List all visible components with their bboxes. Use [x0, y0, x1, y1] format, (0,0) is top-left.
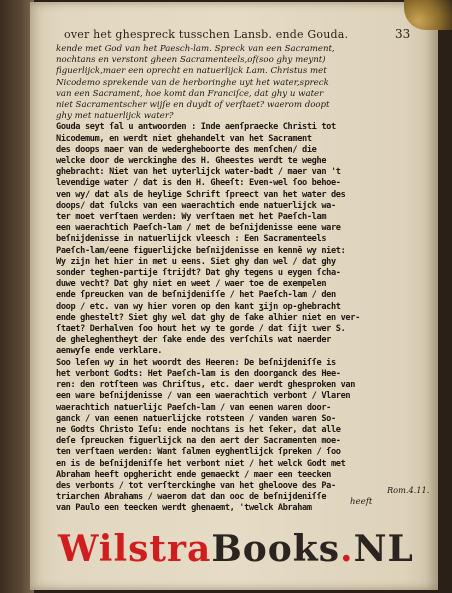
text-line: Nicodemo sprekende van de herboringhe uyt het water,spreck — [56, 77, 329, 88]
text-line: levendige water / dat is den H. Gheeſt: Even-wel ſoo behoe- — [56, 178, 341, 189]
text-line: duwe vecht? Dat ghy niet en weet / waer toe de exempelen — [56, 279, 327, 290]
roman-paragraph — [56, 44, 386, 122]
watermark-part: NL — [353, 528, 414, 570]
watermark-dot: . — [340, 528, 354, 570]
text-line: des verbonts / tot verſterckinghe van het gheloove des Pa- — [56, 480, 336, 491]
text-line: niet Sacramentscher wijſe en duydt of verſtaet? waerom doopt — [56, 100, 330, 111]
text-line: ren: den rotſteen was Chriſtus, etc. daer werdt ghesproken van — [56, 380, 356, 391]
text-line: sonder teghen-partije ſtrijdt? Dat ghy tegens u eygen ſcha- — [56, 268, 341, 279]
text-line: Nicodemum, en werdt niet ghehandelt van het Sacrament — [56, 133, 312, 144]
text-line: ghy met natuerlijck water? — [56, 111, 174, 122]
text-line: ter moet verſtaen werden: Wy verſtaen met het Paeſch-lam — [56, 212, 327, 223]
text-line: waerachtich natuerlijc Paeſch-lam / van eenen waren door- — [56, 402, 331, 413]
text-line: ne Godts Christo Ieſu: ende nochtans is het ſeker, dat alle — [56, 424, 341, 435]
text-line: en is de beſnijdeniſſe het verbont niet / het welck Godt met — [56, 458, 346, 469]
watermark-part: Wilstra — [58, 528, 212, 570]
text-line: doops/ dat ſulcks van een waerachtich ende natuerlijck wa- — [56, 200, 336, 211]
text-line: ende ſpreucken van de beſnijdeniſſe / het Paeſch-lam / den — [56, 290, 336, 301]
text-line: ſtaet? Derhalven ſoo hout het wy te gorde / dat ſijt ɩwer S. — [56, 324, 346, 335]
text-line: het verbont Godts: Het Paeſch-lam is den doorganck des Hee- — [56, 368, 341, 379]
body-text — [56, 44, 386, 515]
text-line: Paeſch-lam/eene figuerlijcke beſnijdenisse en kennē wy niet: — [56, 245, 346, 256]
text-line: een ware beſnijdenisse / van een waerachtich verbont / Vlaren — [56, 391, 351, 402]
text-line: ten verſtaen werden: Want ſalmen eyghentlijck ſpreken / ſoo — [56, 447, 341, 458]
blackletter-paragraph — [56, 122, 386, 514]
text-line: des doops maer van de wedergheboorte des menſchen/ die — [56, 144, 317, 155]
text-line: van een Sacrament, hoe komt dan Franciſce, dat ghy u water — [56, 88, 324, 99]
text-line: de gheleghentheyt der ſake ende des verſchils wat naerder — [56, 335, 331, 346]
text-line: doop / etc. van wy hier voren op den kant ʒijn op-ghebracht — [56, 301, 341, 312]
text-line: van Paulo een teecken werdt ghenaemt, 'twelck Abraham — [56, 503, 312, 514]
watermark-part: Books — [211, 528, 341, 570]
text-line: een waerachtich Paeſch-lam / met de beſnijdenisse eene ware — [56, 223, 341, 234]
text-line: ende ghestelt? Siet ghy wel dat ghy de ſake alhier niet en ver- — [56, 312, 360, 323]
text-line: Gouda seyt ſal u antwoorden : Inde aenſpraecke Christi tot — [56, 122, 336, 133]
text-line: beſnijdenisse in natuerlijck vleesch : Een Sacramenteels — [56, 234, 327, 245]
book-spine — [0, 0, 34, 593]
text-line: Abraham heeft opghericht ende gemaeckt / maer een teecken — [56, 469, 331, 480]
text-line: deſe ſpreucken figuerlijck na den aert der Sacramenten moe- — [56, 436, 341, 447]
text-line: aenwyſe ende verklare. — [56, 346, 163, 357]
text-line: figuerlijck,maer een oprecht en natuerlijck Lam. Christus met — [56, 66, 327, 77]
watermark-logo — [58, 528, 414, 572]
text-line: Wy zijn het hier in met u eens. Siet ghy dan wel / dat ghy — [56, 256, 336, 267]
margin-reference: Rom.4.11. — [387, 485, 430, 495]
text-line: ganck / van eenen natuerlijcke rotsteen / vanden waren So- — [56, 413, 336, 424]
page-number: 33 — [395, 27, 411, 41]
running-head: over het ghespreck tusschen Lansb. ende Gouda. — [64, 28, 349, 41]
text-line: nochtans en verstont gheen Sacramenteels,of(soo ghy meynt) — [56, 55, 326, 66]
text-line: kende met God van het Paesch-lam. Spreck van een Sacrament, — [56, 44, 335, 54]
text-line: ven wy/ dat als de heylige Schrift ſpreect van het water des — [56, 189, 346, 200]
text-line: welcke door de werckinghe des H. Gheestes werdt te weghe — [56, 156, 327, 167]
text-line: triarchen Abrahams / waerom dat dan ooc de beſnijdeniſſe — [56, 492, 327, 503]
text-line: ghebracht: Niet van het uyterlijck water-badt / maer van 't — [56, 167, 341, 178]
catchword: heeft — [350, 497, 373, 507]
text-line: Soo leſen wy in het woordt des Heeren: De beſnijdeniſſe is — [56, 357, 336, 368]
